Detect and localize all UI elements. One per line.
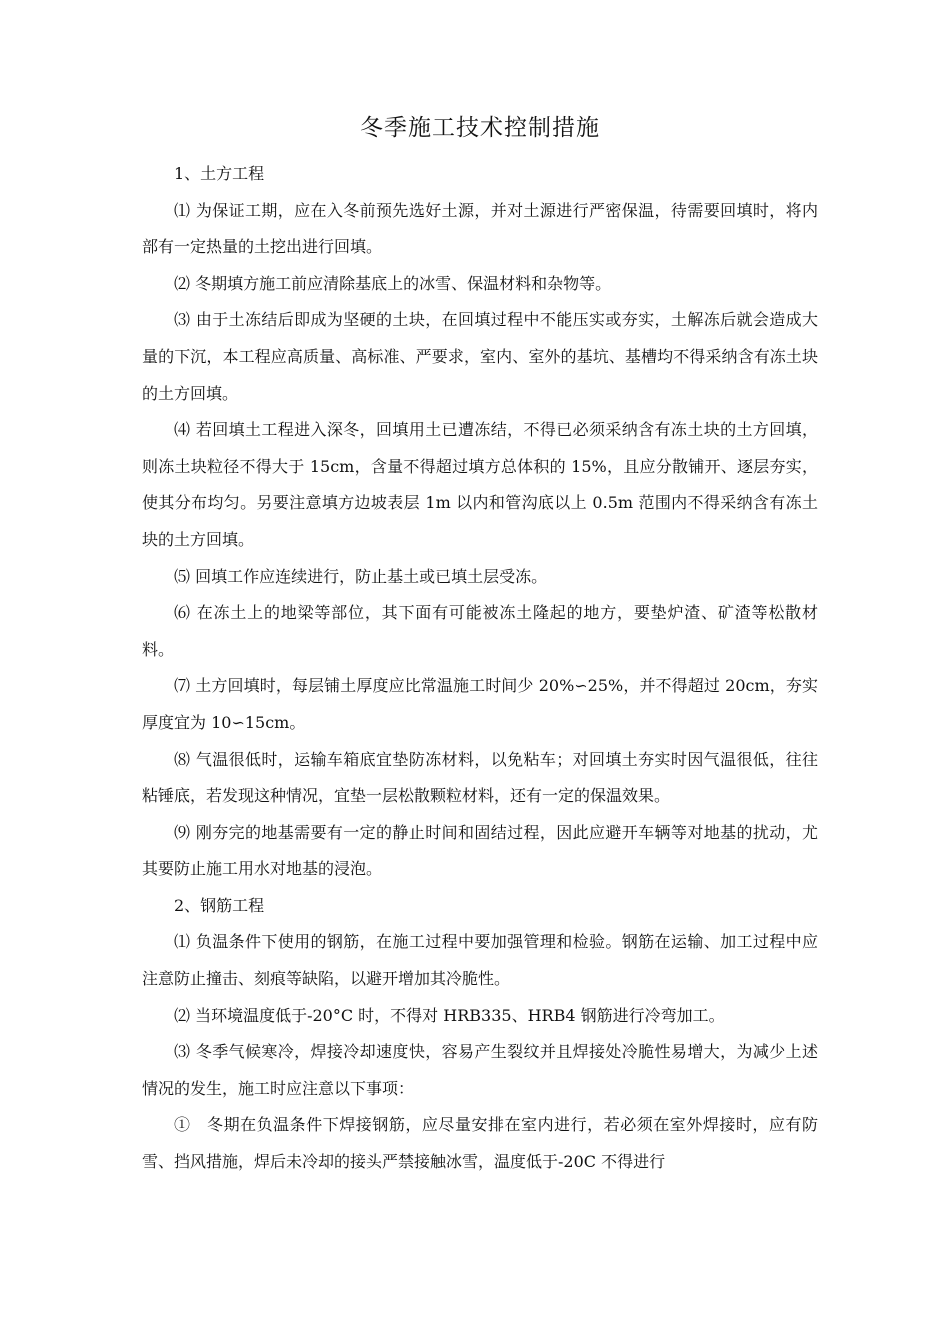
paragraph: ⑹ 在冻土上的地梁等部位，其下面有可能被冻土隆起的地方，要垫炉渣、矿渣等松散材料。 — [142, 603, 818, 659]
paragraph: ⑵ 冬期填方施工前应清除基底上的冰雪、保温材料和杂物等。 — [174, 273, 612, 293]
section-rebar — [142, 888, 818, 1181]
paragraph: ⑶ 冬季气候寒冷，焊接冷却速度快，容易产生裂纹并且焊接处冷脆性易增大，为减少上述情况的发生，施工时应注意以下事项： — [142, 1042, 818, 1098]
section-earthwork — [142, 156, 818, 888]
paragraph: ⑴ 负温条件下使用的钢筋，在施工过程中要加强管理和检验。钢筋在运输、加工过程中应注意防止撞击、刻痕等缺陷，以避开增加其冷脆性。 — [142, 932, 818, 989]
paragraph: ⑶ 由于土冻结后即成为坚硬的土块，在回填过程中不能压实或夯实，土解冻后就会造成大量的下沉，本工程应高质量、高标准、严要求，室内、室外的基坑、基槽均不得采纳含有冻土块的土方回填。 — [142, 310, 818, 403]
document-page — [142, 108, 818, 1181]
paragraph: ⑴ 为保证工期，应在入冬前预先选好土源，并对土源进行严密保温，待需要回填时，将内部有一定热量的土挖出进行回填。 — [142, 200, 818, 257]
section-heading: 2、钢筋工程 — [174, 895, 265, 915]
paragraph: ⑼ 刚夯完的地基需要有一定的静止时间和固结过程，因此应避开车辆等对地基的扰动，尤其要防止施工用水对地基的浸泡。 — [142, 822, 818, 879]
paragraph: ⑺ 土方回填时，每层铺土厚度应比常温施工时间少 20%∽25%，并不得超过 20cm，夯实厚度宜为 10∽15cm。 — [142, 676, 818, 732]
paragraph: ⑻ 气温很低时，运输车箱底宜垫防冻材料，以免粘车；对回填土夯实时因气温很低，往往粘锤底，若发现这种情况，宜垫一层松散颗粒材料，还有一定的保温效果。 — [142, 749, 818, 806]
paragraph: ⑷ 若回填土工程进入深冬，回填用土已遭冻结，不得已必须采纳含有冻土块的土方回填，则冻土块粒径不得大于 15cm，含量不得超过填方总体积的 15%，且应分散铺开、逐层夯实，使其分布均匀。另要注意填方边坡表层 1m 以内和管沟底以上 0.5m 范围内不得采纳含有冻土块的土方回填。 — [142, 420, 818, 549]
paragraph: ⑵ 当环境温度低于-20°C 时，不得对 HRB335、HRB4 钢筋进行冷弯加工。 — [174, 1005, 725, 1025]
section-heading: 1、土方工程 — [174, 164, 265, 183]
paragraph: ① 冬期在负温条件下焊接钢筋，应尽量安排在室内进行，若必须在室外焊接时，应有防雪、挡风措施，焊后未冷却的接头严禁接触冰雪，温度低于-20C 不得进行 — [142, 1115, 818, 1172]
paragraph: ⑸ 回填工作应连续进行，防止基土或已填土层受冻。 — [174, 566, 548, 586]
document-title: 冬季施工技术控制措施 — [360, 115, 600, 141]
